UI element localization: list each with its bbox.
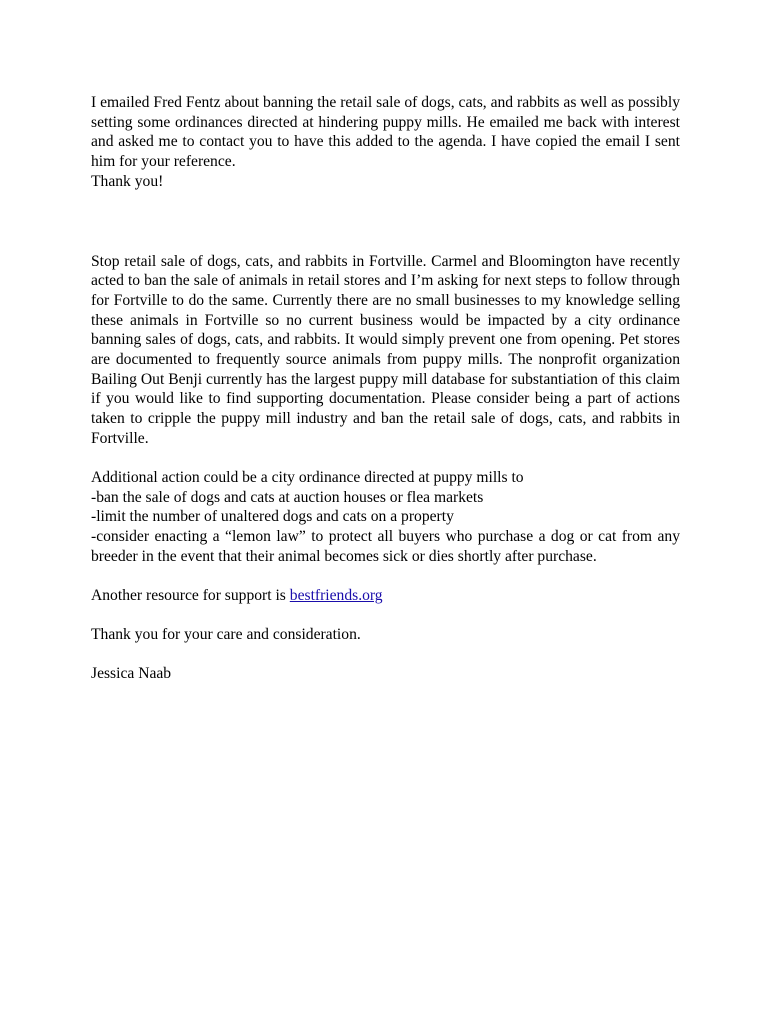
spacer [91, 645, 680, 665]
additional-action-intro: Additional action could be a city ordinance directed at puppy mills to [91, 469, 524, 487]
resource-prefix: Another resource for support is [91, 587, 290, 605]
email-paragraph: Stop retail sale of dogs, cats, and rabbits in Fortville. Carmel and Bloomington have recently acted to ban the sale of animals in retail stores and I’m asking for next steps to follow through for Fortville to do the same. Currently there are no small businesses to my knowledge selling these animals in Fortville so no current business would be impacted by a city ordinance banning sales of dogs, cats, and rabbits. It would simply prevent one from opening. Pet stores are documented to frequently source animals from puppy mills. The nonprofit organization Bailing Out Benji currently has the largest puppy mill database for substantiation of this claim if you would like to find supporting documentation. Please consider being a part of actions taken to cripple the puppy mill industry and ban the retail sale of dogs, cats, and rabbits in Fortville. [91, 252, 680, 447]
resource-link[interactable]: bestfriends.org [289, 587, 383, 605]
spacer [91, 606, 680, 626]
closing-line: Thank you for your care and consideration. [91, 626, 361, 644]
action-item: -limit the number of unaltered dogs and cats on a property [91, 508, 454, 526]
signature: Jessica Naab [91, 665, 172, 683]
action-item: -consider enacting a “lemon law” to protect all buyers who purchase a dog or cat from any breeder in the event that their animal becomes sick or dies shortly after purchase. [91, 528, 680, 565]
resource-line [91, 586, 680, 606]
intro-thanks: Thank you! [91, 172, 164, 190]
spacer [91, 449, 680, 469]
spacer [91, 567, 680, 587]
spacer [91, 192, 680, 252]
action-item: -ban the sale of dogs and cats at auction houses or flea markets [91, 488, 484, 506]
intro-paragraph: I emailed Fred Fentz about banning the retail sale of dogs, cats, and rabbits as well as possibly setting some ordinances directed at hindering puppy mills. He emailed me back with interest and asked me to contact you to have this added to the agenda. I have copied the email I sent him for your reference. [91, 94, 680, 171]
